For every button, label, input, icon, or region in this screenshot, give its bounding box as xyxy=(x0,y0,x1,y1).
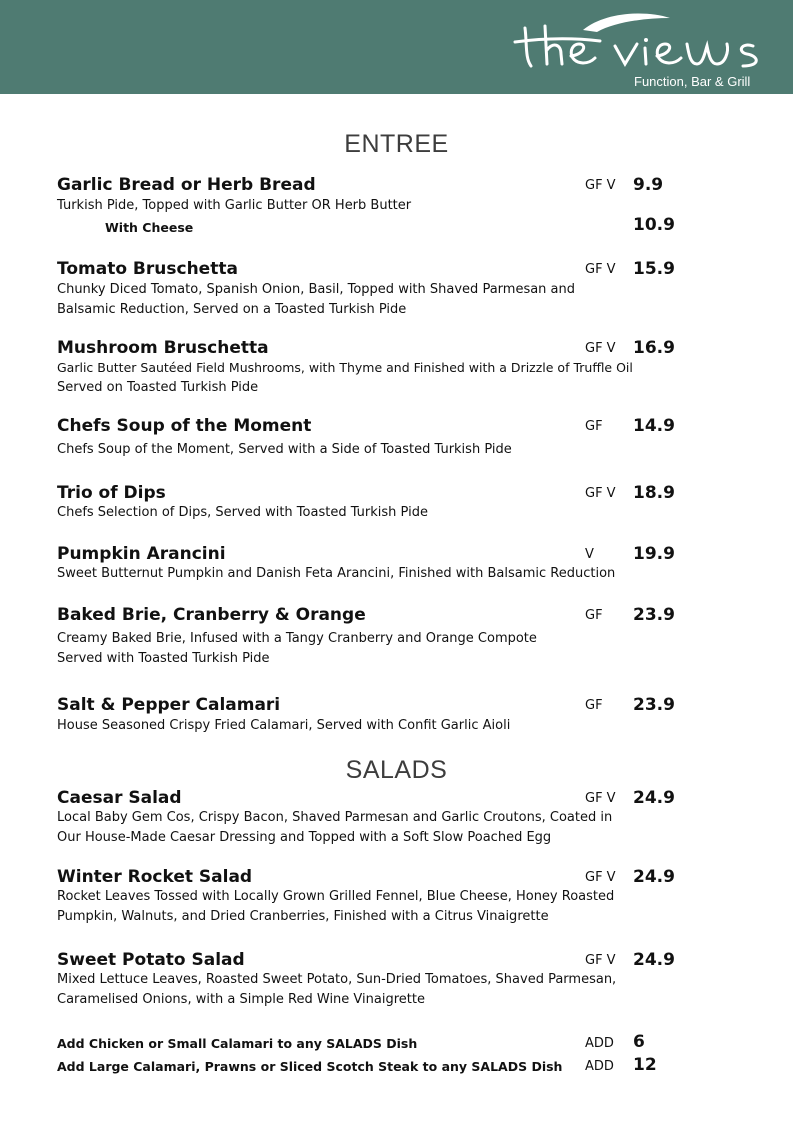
item-tags: GF xyxy=(585,419,603,434)
item-price: 18.9 xyxy=(633,483,675,503)
item-tags: V xyxy=(585,547,594,562)
item-price: 24.9 xyxy=(633,950,675,970)
item-name: Winter Rocket Salad xyxy=(57,867,253,887)
item-description: Sweet Butternut Pumpkin and Danish Feta Arancini, Finished with Balsamic Reduction xyxy=(57,566,616,581)
addon-text: Add Chicken or Small Calamari to any SALADS Dish xyxy=(57,1036,418,1051)
section-title-entree: ENTREE xyxy=(344,130,449,158)
item-name: Garlic Bread or Herb Bread xyxy=(57,175,316,195)
item-name: Pumpkin Arancini xyxy=(57,544,226,564)
item-tags: GF V xyxy=(585,262,616,277)
header-banner xyxy=(0,0,793,94)
addon-tag: ADD xyxy=(585,1059,614,1074)
item-name: Baked Brie, Cranberry & Orange xyxy=(57,605,366,625)
item-tags: GF V xyxy=(585,791,616,806)
item-description: Creamy Baked Brie, Infused with a Tangy Cranberry and Orange Compote Served with Toasted Turkish Pide xyxy=(57,631,537,666)
item-tags: GF V xyxy=(585,178,616,193)
item-name: Sweet Potato Salad xyxy=(57,950,245,970)
item-price: 14.9 xyxy=(633,416,675,436)
item-sub-price: 10.9 xyxy=(633,215,675,235)
salad-addon xyxy=(57,1033,697,1055)
item-price: 15.9 xyxy=(633,259,675,279)
item-name: Salt & Pepper Calamari xyxy=(57,695,281,715)
item-description: Rocket Leaves Tossed with Locally Grown Grilled Fennel, Blue Cheese, Honey Roasted Pumpkin, Walnuts, and Dried Cranberries, Finished with a Citrus Vinaigrette xyxy=(57,889,615,924)
item-tags: GF V xyxy=(585,953,616,968)
item-description: Mixed Lettuce Leaves, Roasted Sweet Potato, Sun-Dried Tomatoes, Shaved Parmesan, Caramelised Onions, with a Simple Red Wine Vinaigrette xyxy=(57,972,617,1007)
addon-price: 12 xyxy=(633,1055,657,1075)
item-name: Mushroom Bruschetta xyxy=(57,338,269,358)
item-name: Caesar Salad xyxy=(57,788,182,808)
addon-text: Add Large Calamari, Prawns or Sliced Scotch Steak to any SALADS Dish xyxy=(57,1059,563,1074)
item-name: Trio of Dips xyxy=(57,483,166,503)
item-description: Chunky Diced Tomato, Spanish Onion, Basil, Topped with Shaved Parmesan and Balsamic Reduction, Served on a Toasted Turkish Pide xyxy=(57,282,576,317)
item-description: Chefs Selection of Dips, Served with Toasted Turkish Pide xyxy=(57,505,428,520)
tagline: Function, Bar & Grill xyxy=(634,74,751,89)
the-views-logo xyxy=(505,8,775,74)
addon-tag: ADD xyxy=(585,1036,614,1051)
salad-addon xyxy=(57,1056,697,1078)
item-tags: GF V xyxy=(585,486,616,501)
item-tags: GF xyxy=(585,698,603,713)
item-tags: GF V xyxy=(585,341,616,356)
item-name: Chefs Soup of the Moment xyxy=(57,416,312,436)
item-price: 23.9 xyxy=(633,695,675,715)
item-tags: GF xyxy=(585,608,603,623)
addon-price: 6 xyxy=(633,1032,645,1052)
item-price: 9.9 xyxy=(633,175,664,195)
item-price: 24.9 xyxy=(633,867,675,887)
item-description: Chefs Soup of the Moment, Served with a Side of Toasted Turkish Pide xyxy=(57,442,512,457)
item-description: Turkish Pide, Topped with Garlic Butter OR Herb Butter xyxy=(57,198,412,213)
item-price: 23.9 xyxy=(633,605,675,625)
item-description: Local Baby Gem Cos, Crispy Bacon, Shaved Parmesan and Garlic Croutons, Coated in Our House-Made Caesar Dressing and Topped with a Soft Slow Poached Egg xyxy=(57,810,613,845)
item-description: Garlic Butter Sautéed Field Mushrooms, with Thyme and Finished with a Drizzle of Truffle Oil Served on Toasted Turkish Pide xyxy=(57,360,633,395)
item-price: 19.9 xyxy=(633,544,675,564)
item-price: 24.9 xyxy=(633,788,675,808)
item-sub-option: With Cheese xyxy=(105,220,194,235)
section-title-salads: SALADS xyxy=(345,756,448,784)
item-name: Tomato Bruschetta xyxy=(57,259,238,279)
item-price: 16.9 xyxy=(633,338,675,358)
item-description: House Seasoned Crispy Fried Calamari, Served with Confit Garlic Aioli xyxy=(57,718,511,733)
item-tags: GF V xyxy=(585,870,616,885)
